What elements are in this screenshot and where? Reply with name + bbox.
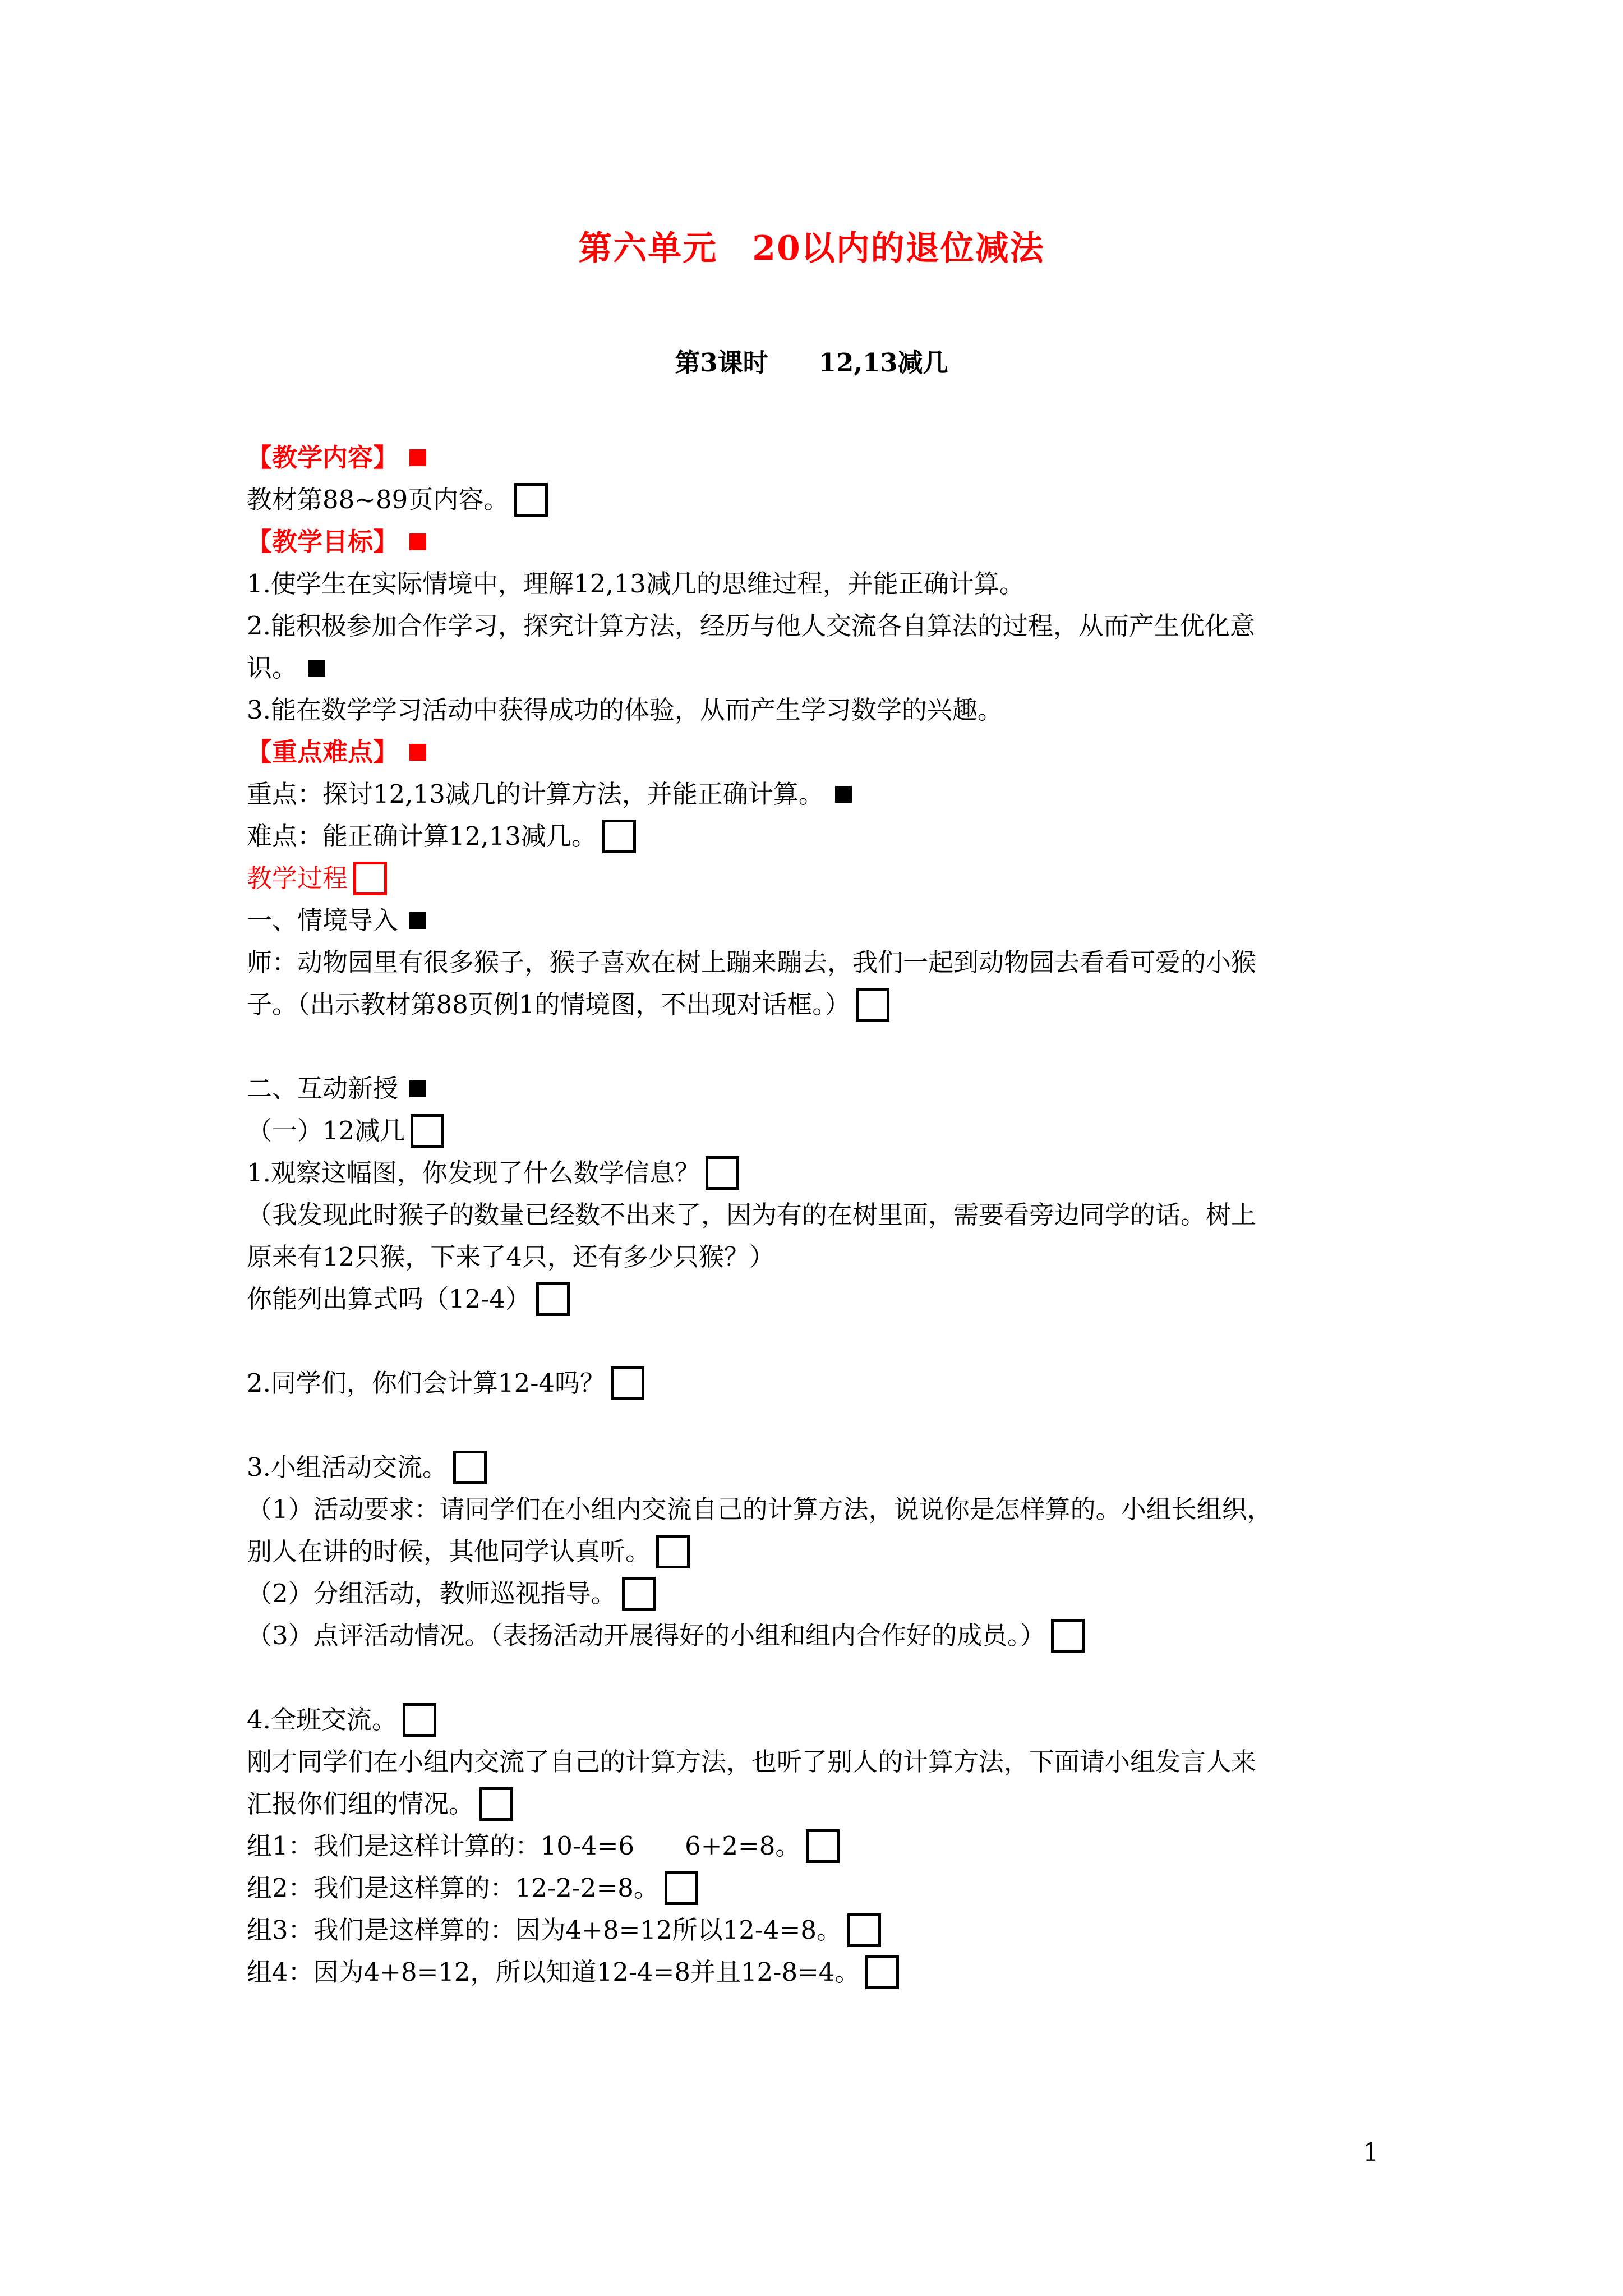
empty-box-icon [453, 1451, 487, 1484]
text-line [247, 1699, 1402, 1741]
empty-box-icon [411, 1114, 444, 1148]
line-text: （我发现此时猴子的数量已经数不出来了，因为有的在树里面，需要看旁边同学的话。树上 [247, 1200, 1257, 1230]
text-line [247, 1951, 1402, 1993]
blank-line [247, 1657, 1402, 1699]
section-heading: 【教学目标】 [247, 527, 399, 556]
empty-box-icon [856, 988, 889, 1022]
line-text: 2.能积极参加合作学习，探究计算方法，经历与他人交流各自算法的过程，从而产生优化意 [247, 611, 1255, 641]
line-text: 2.同学们，你们会计算12-4吗？ [247, 1368, 606, 1398]
line-text: 1.观察这幅图，你发现了什么数学信息？ [247, 1158, 700, 1188]
lesson-subtitle: 第3课时 12,13减几 [675, 348, 948, 378]
unit-title: 第六单元 20以内的退位减法 [578, 229, 1045, 268]
text-line [247, 689, 1402, 731]
empty-box-icon [656, 1535, 690, 1568]
empty-box-icon [622, 1577, 656, 1611]
text-line [247, 773, 1402, 815]
line-text: 组1：我们是这样计算的：10-4=6 6+2=8。 [247, 1831, 801, 1861]
empty-box-icon [514, 483, 548, 517]
text-line [247, 941, 1402, 983]
line-text: （1）活动要求：请同学们在小组内交流自己的计算方法，说说你是怎样算的。小组长组织， [247, 1494, 1272, 1524]
filled-square-icon [308, 660, 325, 677]
line-text: 组2：我们是这样算的：12-2-2=8。 [247, 1873, 659, 1903]
empty-box-icon [602, 820, 636, 853]
blank-line [247, 1404, 1402, 1446]
text-line [247, 1783, 1402, 1825]
text-line [247, 478, 1402, 521]
line-text: 重点：探讨12,13减几的计算方法，并能正确计算。 [247, 779, 824, 809]
text-line [247, 983, 1402, 1025]
line-text: （3）点评活动情况。（表扬活动开展得好的小组和组内合作好的成员。） [247, 1621, 1045, 1650]
text-line [247, 1068, 1402, 1110]
line-text: 师：动物园里有很多猴子，猴子喜欢在树上蹦来蹦去，我们一起到动物园去看看可爱的小猴 [247, 947, 1257, 977]
line-text: 原来有12只猴，下来了4只，还有多少只猴？） [247, 1242, 774, 1272]
line-text: 子。（出示教材第88页例1的情境图，不出现对话框。） [247, 990, 850, 1019]
lesson-content [247, 436, 1402, 1993]
empty-box-icon [865, 1955, 899, 1989]
filled-square-icon [409, 449, 426, 466]
filled-square-icon [409, 533, 426, 550]
text-line [247, 647, 1402, 689]
text-line [247, 1530, 1402, 1572]
filled-square-icon [409, 1080, 426, 1097]
section-heading: 【教学内容】 [247, 443, 399, 472]
section-heading: 教学过程 [247, 863, 348, 893]
filled-square-icon [835, 786, 852, 803]
text-line [247, 1446, 1402, 1488]
line-text: 3.小组活动交流。 [247, 1452, 448, 1482]
empty-box-icon [1051, 1619, 1085, 1653]
line-text: （一）12减几 [247, 1116, 405, 1145]
text-line [247, 1152, 1402, 1194]
empty-box-icon [353, 862, 387, 895]
text-line [247, 899, 1402, 941]
text-line [247, 1614, 1402, 1657]
text-line [247, 731, 1402, 773]
line-text: 3.能在数学学习活动中获得成功的体验，从而产生学习数学的兴趣。 [247, 695, 1003, 725]
text-line [247, 1741, 1402, 1783]
line-text: 刚才同学们在小组内交流了自己的计算方法，也听了别人的计算方法，下面请小组发言人来 [247, 1747, 1257, 1777]
text-line [247, 1278, 1402, 1320]
empty-box-icon [479, 1787, 513, 1821]
line-text: 二、互动新授 [247, 1074, 399, 1103]
line-text: （2）分组活动，教师巡视指导。 [247, 1579, 616, 1608]
text-line [247, 1909, 1402, 1951]
line-text: 别人在讲的时候，其他同学认真听。 [247, 1536, 651, 1566]
line-text: 一、情境导入 [247, 905, 399, 935]
text-line [247, 1867, 1402, 1909]
empty-box-icon [706, 1156, 739, 1190]
blank-line [247, 1025, 1402, 1068]
page-number: 1 [1363, 2137, 1379, 2167]
text-line [247, 521, 1402, 563]
empty-box-icon [847, 1913, 881, 1947]
empty-box-icon [536, 1282, 570, 1316]
text-line [247, 1825, 1402, 1867]
empty-box-icon [665, 1871, 698, 1905]
text-line [247, 563, 1402, 605]
text-line [247, 1110, 1402, 1152]
line-text: 1.使学生在实际情境中，理解12,13减几的思维过程，并能正确计算。 [247, 569, 1025, 599]
empty-box-icon [611, 1366, 644, 1400]
text-line [247, 605, 1402, 647]
line-text: 教材第88~89页内容。 [247, 485, 509, 514]
filled-square-icon [409, 744, 426, 761]
line-text: 组3：我们是这样算的：因为4+8=12所以12-4=8。 [247, 1915, 842, 1945]
filled-square-icon [409, 912, 426, 929]
empty-box-icon [403, 1703, 436, 1737]
line-text: 组4：因为4+8=12，所以知道12-4=8并且12-8=4。 [247, 1957, 860, 1987]
text-line [247, 1194, 1402, 1236]
line-text: 4.全班交流。 [247, 1705, 397, 1734]
text-line [247, 1488, 1402, 1530]
text-line [247, 1236, 1402, 1278]
text-line [247, 436, 1402, 478]
line-text: 识。 [247, 653, 298, 683]
line-text: 你能列出算式吗（12-4） [247, 1284, 531, 1314]
text-line [247, 1572, 1402, 1614]
section-heading: 【重点难点】 [247, 737, 399, 767]
empty-box-icon [806, 1829, 840, 1863]
line-text: 汇报你们组的情况。 [247, 1789, 474, 1819]
text-line [247, 815, 1402, 857]
text-line [247, 857, 1402, 899]
blank-line [247, 1320, 1402, 1362]
line-text: 难点：能正确计算12,13减几。 [247, 821, 597, 851]
text-line [247, 1362, 1402, 1404]
